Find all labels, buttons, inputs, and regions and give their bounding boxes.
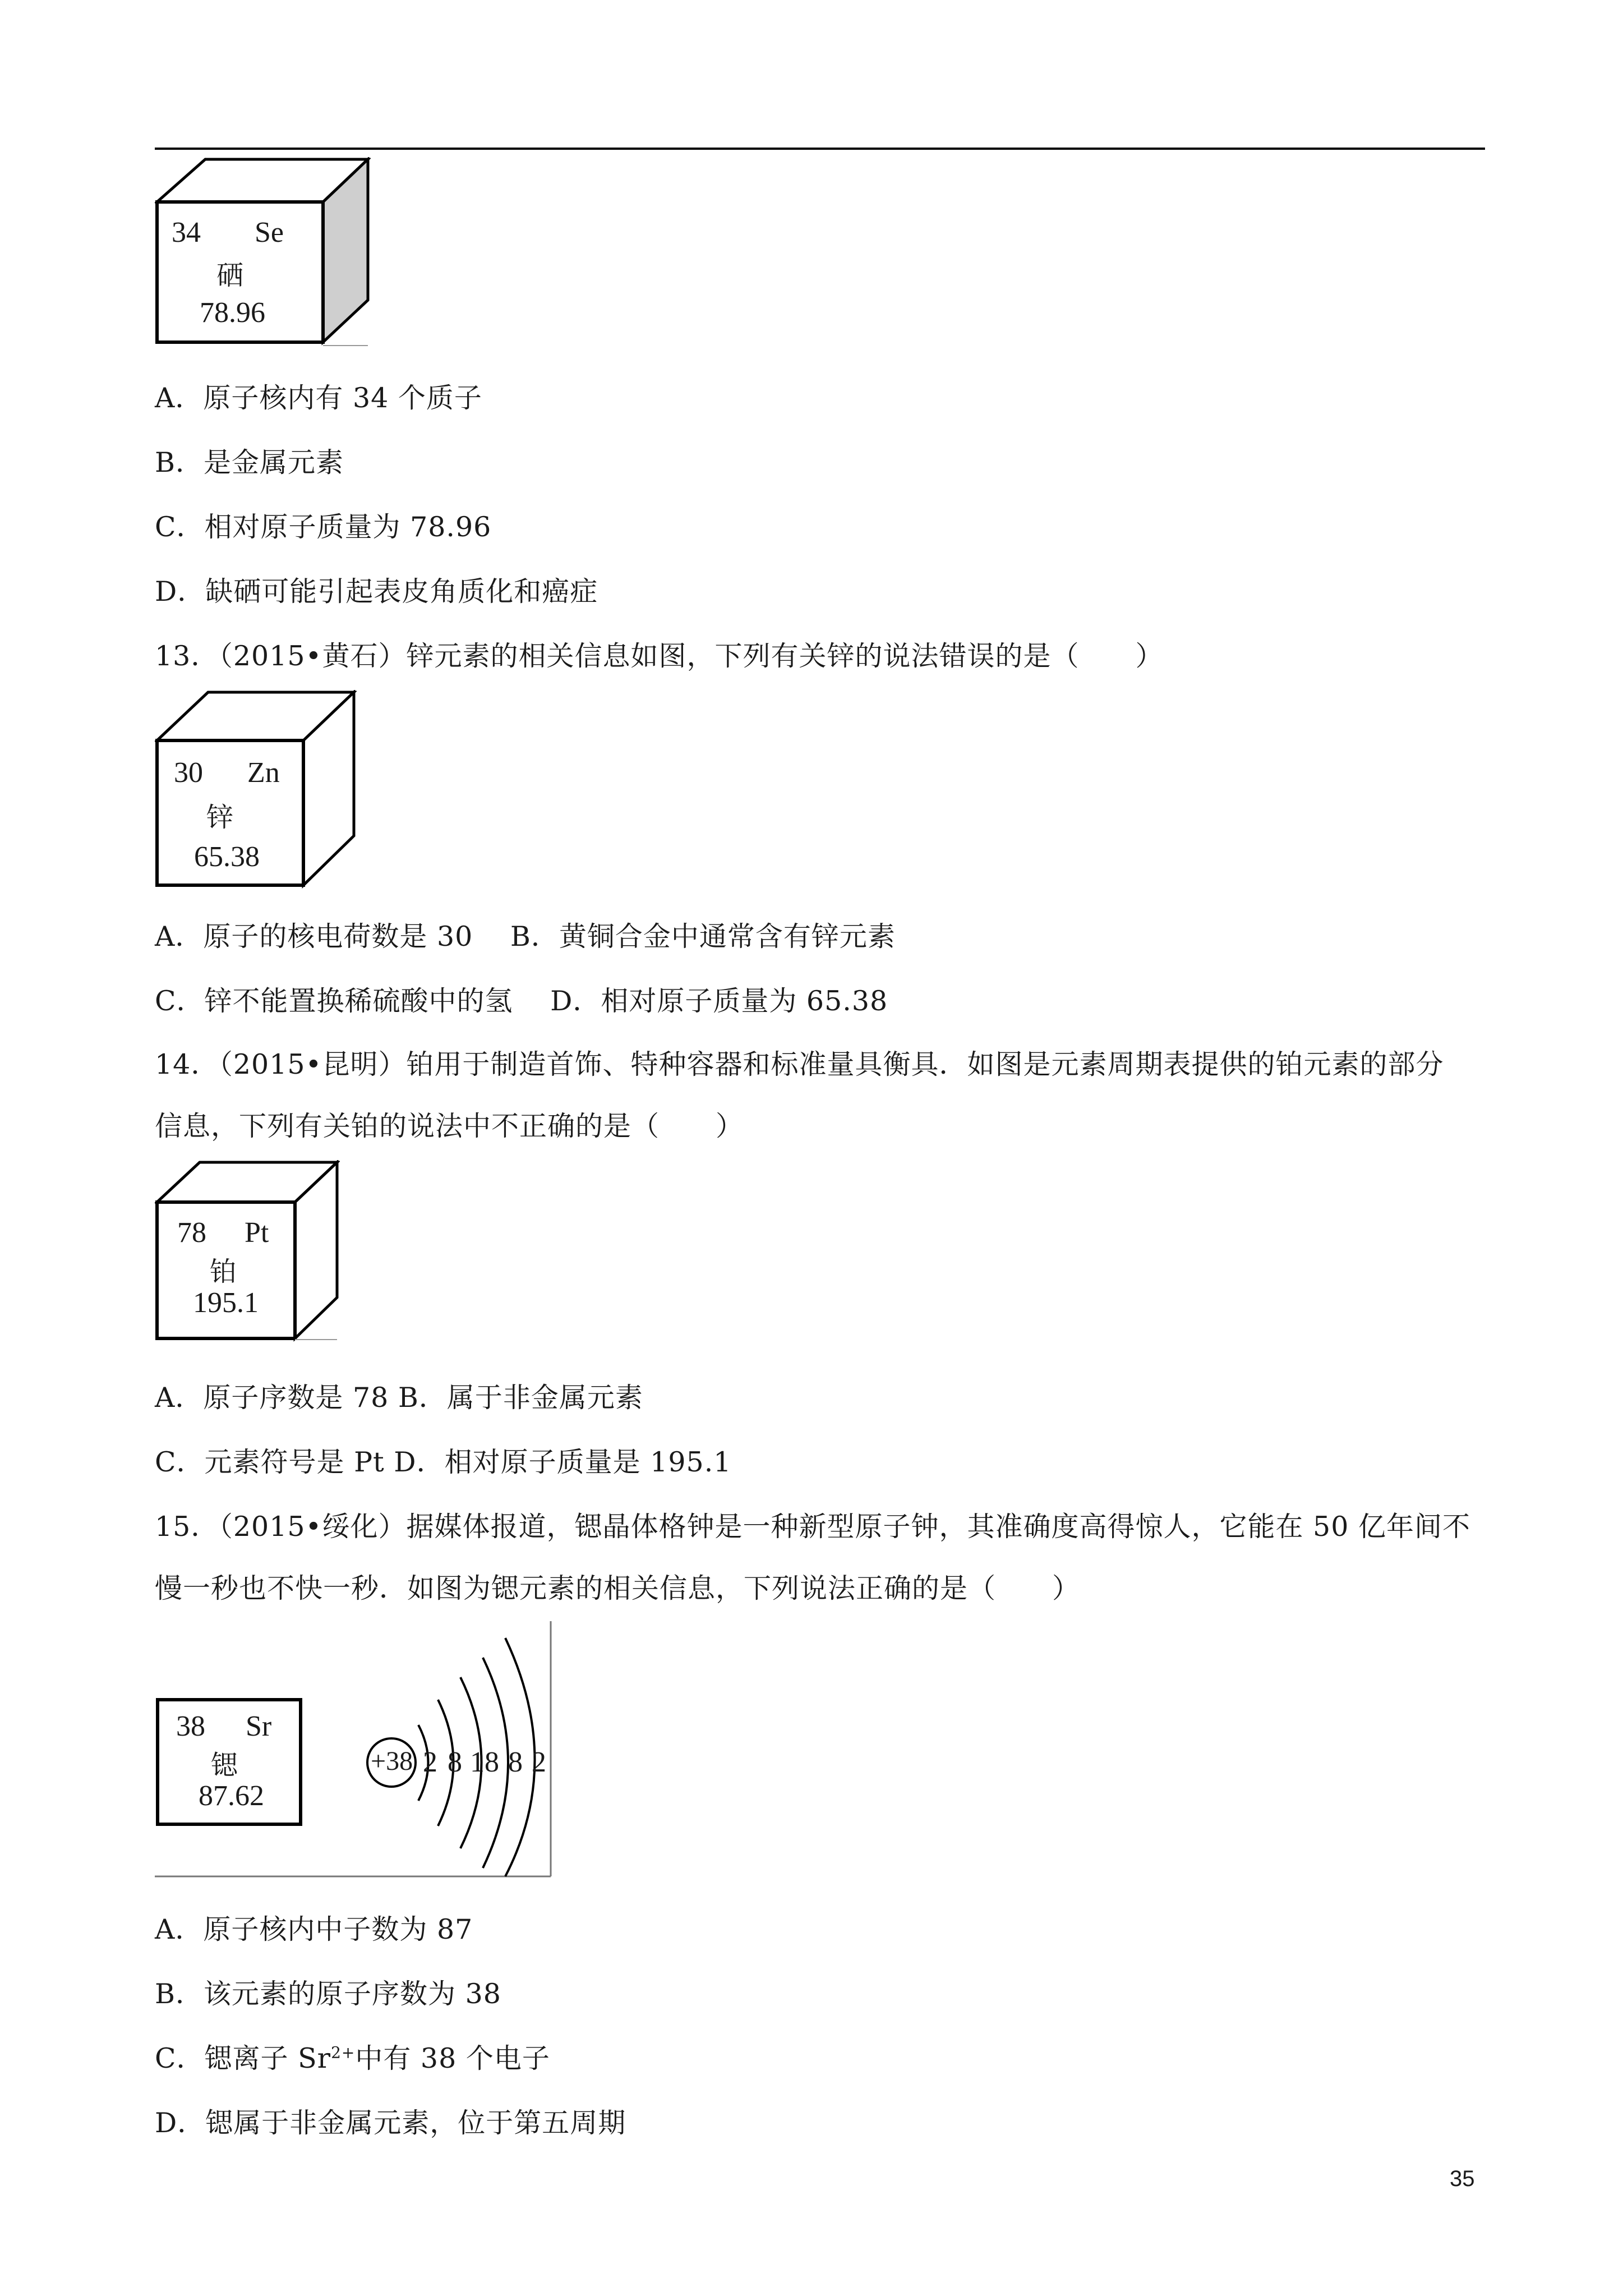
- page-number: 35: [1450, 2166, 1475, 2191]
- atomic-number: 78: [177, 1217, 206, 1249]
- q14-options-row1: A．原子序数是 78 B．属于非金属元素: [155, 1382, 643, 1414]
- element-name: 锶: [211, 1750, 238, 1781]
- element-symbol: Zn: [247, 757, 280, 789]
- element-symbol: Se: [255, 217, 284, 249]
- element-symbol: Pt: [245, 1217, 269, 1249]
- option-c-text-end: 中有 38 个电子: [355, 2042, 550, 2074]
- q12-option-b: B．是金属元素: [155, 447, 344, 478]
- atomic-mass: 65.38: [194, 841, 260, 873]
- shell-4-electrons: 8: [508, 1746, 523, 1778]
- atomic-mass: 87.62: [199, 1780, 264, 1812]
- element-name: 硒: [216, 260, 244, 291]
- q15-option-a: A．原子核内中子数为 87: [155, 1913, 473, 1945]
- nucleus-charge: +38: [371, 1746, 413, 1776]
- q14-stem-line2: 信息，下列有关铂的说法中不正确的是（ ）: [155, 1110, 744, 1142]
- atomic-mass: 195.1: [193, 1287, 259, 1319]
- q13-stem: 13．（2015•黄石）锌元素的相关信息如图，下列有关锌的说法错误的是（ ）: [155, 640, 1164, 672]
- q15-stem-line1: 15．（2015•绥化）据媒体报道，锶晶体格钟是一种新型原子钟，其准确度高得惊人，它能在 50 亿年间不: [155, 1511, 1470, 1543]
- q12-option-a: A．原子核内有 34 个质子: [155, 382, 482, 414]
- shell-3-electrons: 18: [470, 1746, 499, 1778]
- element-name: 锌: [206, 802, 234, 833]
- zinc-element-card: [155, 690, 357, 889]
- option-c-text: C．锶离子 Sr: [155, 2042, 331, 2074]
- q15-option-d: D．锶属于非金属元素，位于第五周期: [155, 2107, 626, 2139]
- selenium-element-card: [155, 157, 371, 348]
- q15-option-b: B．该元素的原子序数为 38: [155, 1978, 501, 2010]
- element-symbol: Sr: [246, 1710, 272, 1742]
- q12-option-d: D．缺硒可能引起表皮角质化和癌症: [155, 576, 598, 608]
- header-rule: [155, 148, 1485, 150]
- shell-1-electrons: 2: [423, 1746, 437, 1778]
- atomic-number: 34: [172, 217, 201, 249]
- atomic-number: 30: [174, 757, 203, 789]
- platinum-element-card: [155, 1160, 340, 1342]
- q12-option-c: C．相对原子质量为 78.96: [155, 511, 492, 543]
- q14-stem-line1: 14．（2015•昆明）铂用于制造首饰、特种容器和标准量具衡具．如图是元素周期表提供的铂元素的部分: [155, 1048, 1444, 1080]
- shell-2-electrons: 8: [448, 1746, 462, 1778]
- atomic-mass: 78.96: [200, 297, 265, 329]
- ion-charge: 2+: [331, 2043, 356, 2062]
- q13-options-row1: A．原子的核电荷数是 30 B．黄铜合金中通常含有锌元素: [155, 921, 896, 953]
- atomic-number: 38: [176, 1710, 205, 1742]
- q14-options-row2: C．元素符号是 Pt D．相对原子质量是 195.1: [155, 1446, 732, 1478]
- element-name: 铂: [210, 1256, 237, 1287]
- q13-options-row2: C．锌不能置换稀硫酸中的氢 D．相对原子质量为 65.38: [155, 985, 888, 1017]
- shell-5-electrons: 2: [532, 1746, 546, 1778]
- strontium-figure: [155, 1621, 553, 1879]
- q15-option-c: [155, 2042, 550, 2076]
- q15-stem-line2: 慢一秒也不快一秒．如图为锶元素的相关信息，下列说法正确的是（ ）: [155, 1572, 1081, 1604]
